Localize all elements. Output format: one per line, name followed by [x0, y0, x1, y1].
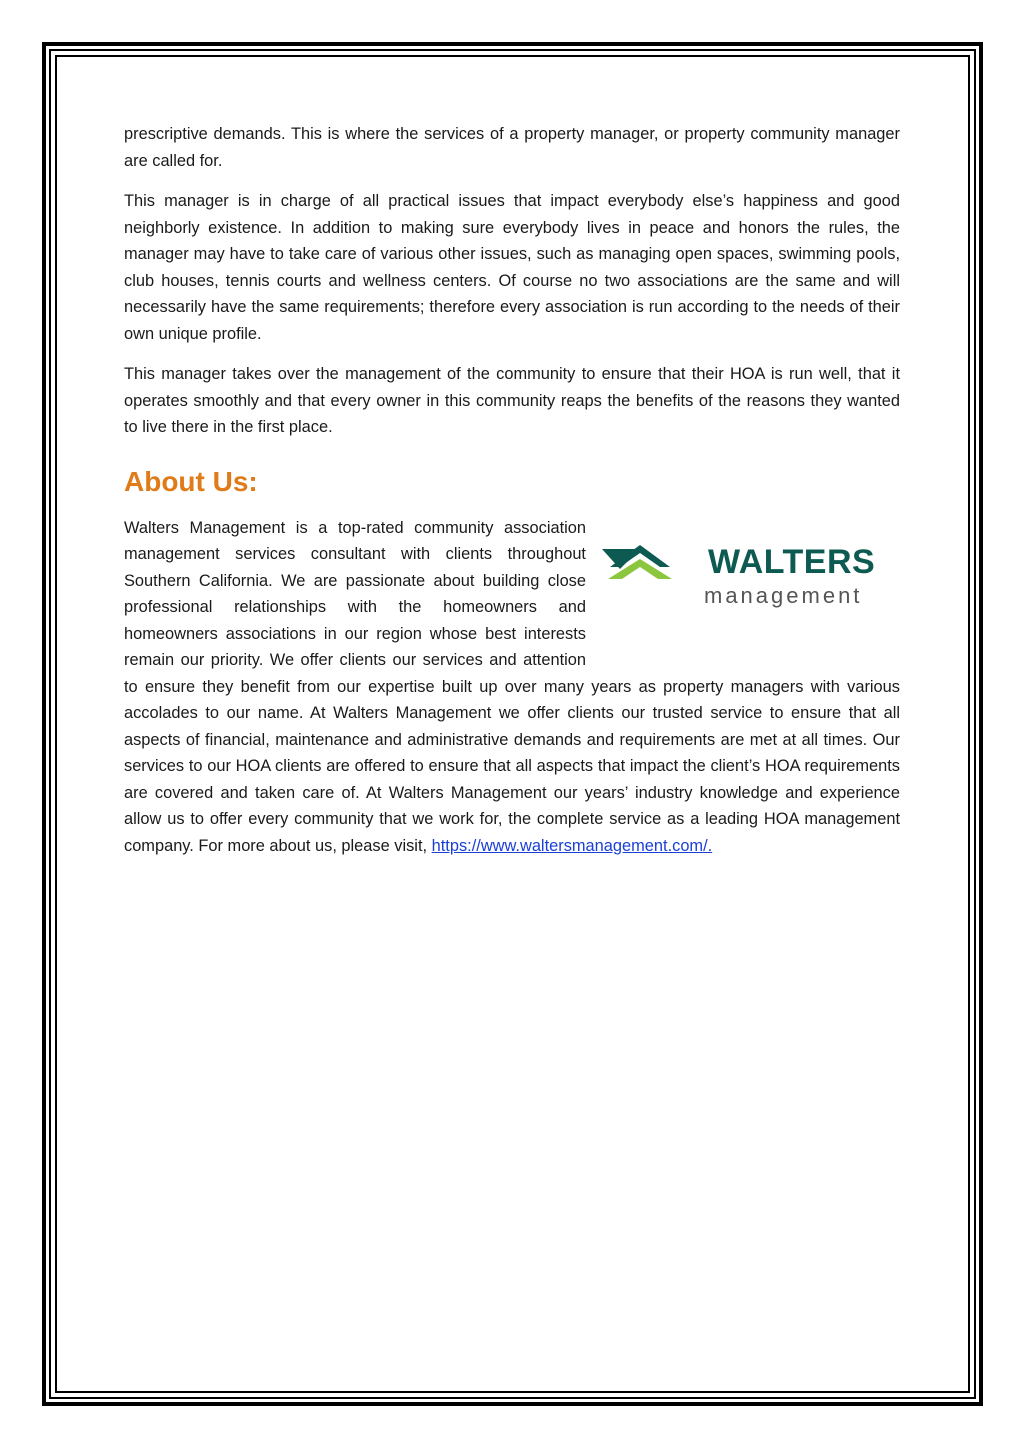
walters-logo: [600, 519, 900, 647]
logo-subtitle: management: [704, 582, 863, 608]
roof-icon: [600, 519, 700, 647]
paragraph-1: prescriptive demands. This is where the services of a property manager, or property community manager are called for.: [124, 125, 900, 170]
paragraph-2: This manager is in charge of all practical issues that impact everybody else’s happiness and good neighborly existence. In addition to making sure everybody lives in peace and honors the rules, the manager may have to take care of various other issues, such as managing open spaces, swimming pools, club houses, tennis courts and wellness centers. Of course no two associations are the same and will necessarily have the same requirements; therefore every association is run according to the needs of their own unique profile.: [124, 192, 900, 343]
website-link[interactable]: https://www.waltersmanagement.com/.: [431, 836, 713, 855]
about-heading: About Us:: [124, 465, 258, 497]
about-body: Walters Management is a top-rated community association management services consultant with clients throughout Southern California. We are passionate about building close professional relationships with the homeowners and homeowners associations in our region whose best interests remain our priority. We offer clients our services and attention to ensure they benefit from our expertise built up over many years as property managers with various accolades to our name. At Walters Management we offer clients our trusted service to ensure that all aspects of financial, maintenance and administrative demands and requirements are met at all times. Our services to our HOA clients are offered to ensure that all aspects that impact the client’s HOA requirements are covered and taken care of. At Walters Management our years’ industry knowledge and experience allow us to offer every community that we work for, the complete service as a leading HOA management company. For more about us, please visit,: [124, 518, 900, 855]
document-content: [124, 121, 900, 873]
paragraph-3: This manager takes over the management of the community to ensure that their HOA is run well, that it operates smoothly and that every owner in this community reaps the benefits of the reasons they wanted to live there in the first place.: [124, 365, 900, 436]
logo-wordmark: WALTERS: [708, 542, 876, 581]
about-section: [124, 515, 900, 860]
